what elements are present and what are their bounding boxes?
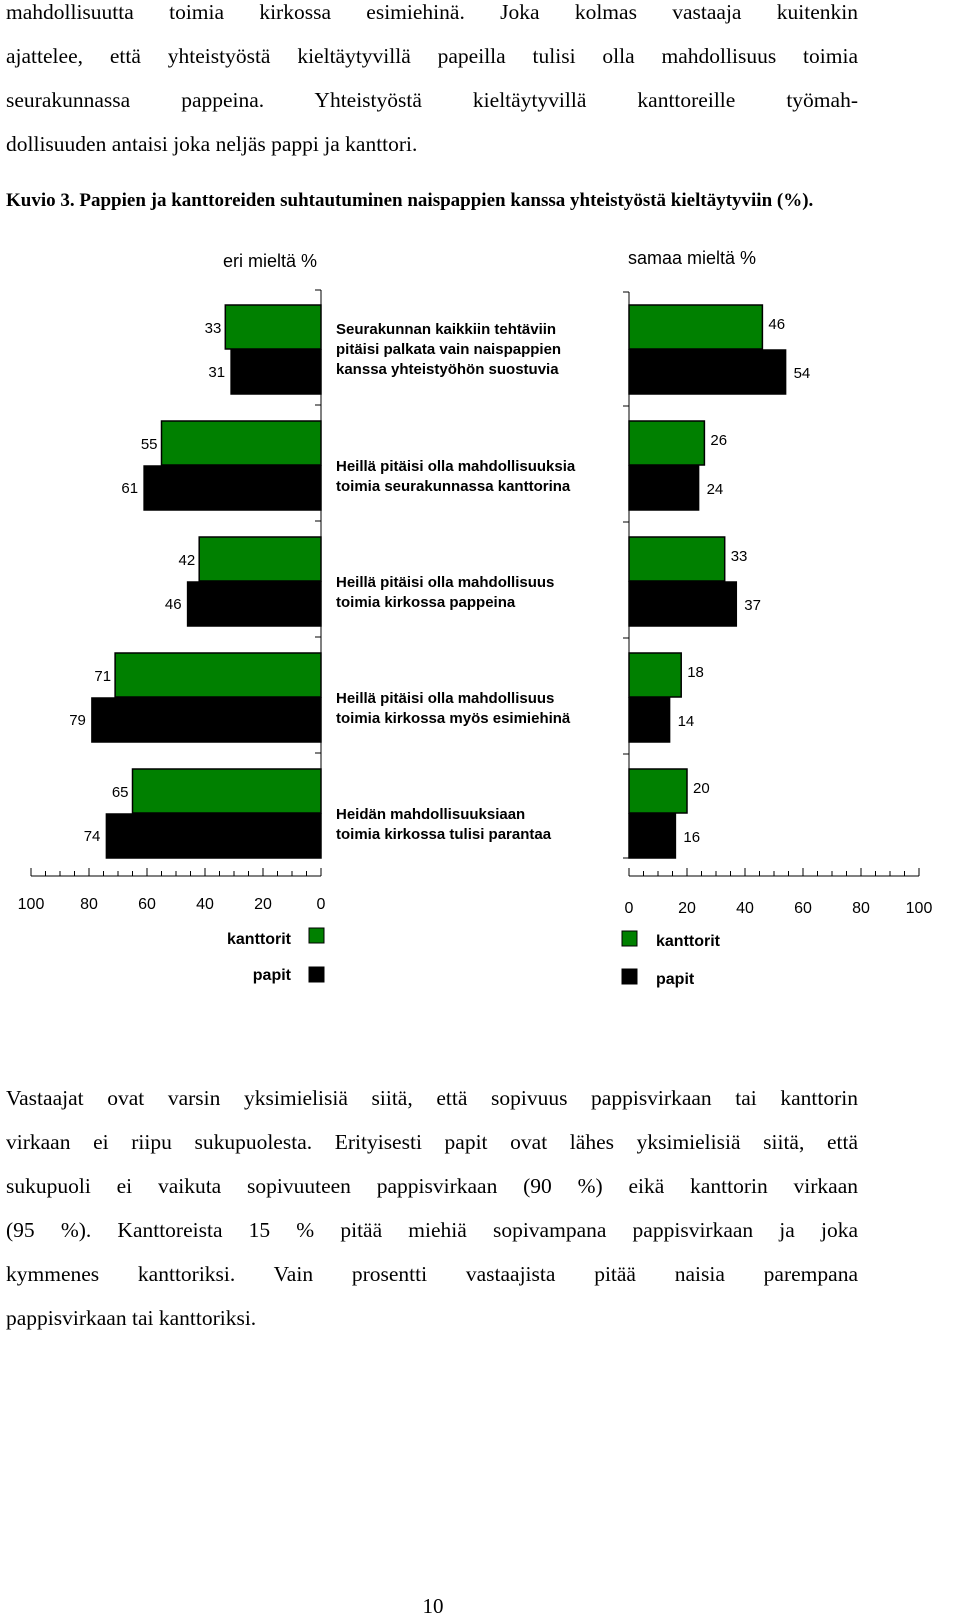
data-label-kanttorit-eri-mielta: 65 bbox=[111, 784, 129, 801]
data-label-kanttorit-samaa-mielta: 46 bbox=[768, 316, 786, 333]
legend-swatch-kanttorit bbox=[622, 931, 637, 946]
right-axis-tick-label: 80 bbox=[852, 900, 870, 917]
legend-swatch-papit bbox=[622, 969, 637, 984]
bar-papit-samaa-mielta bbox=[629, 698, 670, 742]
bar-kanttorit-samaa-mielta bbox=[629, 305, 762, 349]
legend-label-papit: papit bbox=[252, 967, 291, 984]
left-axis-tick-label: 0 bbox=[316, 896, 326, 913]
panel-heading-eri-mielta: eri mieltä % bbox=[222, 251, 318, 271]
data-label-kanttorit-eri-mielta: 33 bbox=[204, 320, 222, 337]
data-label-papit-eri-mielta: 46 bbox=[164, 596, 182, 613]
left-axis-tick-label: 20 bbox=[254, 896, 272, 913]
paragraph-line: Vastaajat ovat varsin yksimielisiä siitä, että sopivuus pappisvirkaan tai kanttorin bbox=[6, 1086, 858, 1110]
figure-chart bbox=[0, 240, 960, 1000]
left-axis-tick-label: 100 bbox=[17, 896, 45, 913]
bar-papit-samaa-mielta bbox=[629, 466, 699, 510]
category-label: pitäisi palkata vain naispappien bbox=[336, 341, 562, 358]
paragraph-line: sukupuoli ei vaikuta sopivuuteen pappisvirkaan (90 %) eikä kanttorin virkaan bbox=[6, 1174, 858, 1198]
category-label: toimia kirkossa myös esimiehinä bbox=[336, 710, 571, 727]
left-axis-tick-label: 40 bbox=[196, 896, 214, 913]
right-axis-tick-label: 60 bbox=[794, 900, 812, 917]
paragraph-line: mahdollisuutta toimia kirkossa esimiehinä. Joka kolmas vastaaja kuitenkin bbox=[6, 0, 858, 24]
data-label-kanttorit-eri-mielta: 71 bbox=[94, 668, 112, 685]
category-label: Seurakunnan kaikkiin tehtäviin bbox=[336, 321, 557, 338]
paragraph-line: kymmenes kanttoriksi. Vain prosentti vastaajista pitää naisia parempana bbox=[6, 1262, 858, 1286]
paragraph-line: pappisvirkaan tai kanttoriksi. bbox=[6, 1306, 257, 1330]
bar-papit-eri-mielta bbox=[144, 466, 321, 510]
data-label-kanttorit-eri-mielta: 55 bbox=[140, 436, 158, 453]
data-label-papit-samaa-mielta: 16 bbox=[683, 829, 701, 846]
bar-papit-samaa-mielta bbox=[629, 350, 786, 394]
data-label-kanttorit-samaa-mielta: 20 bbox=[693, 780, 710, 797]
bar-kanttorit-samaa-mielta bbox=[629, 421, 704, 465]
bar-kanttorit-samaa-mielta bbox=[629, 653, 681, 697]
paragraph-line: dollisuuden antaisi joka neljäs pappi ja kanttori. bbox=[6, 132, 418, 156]
paragraph-line: ajattelee, että yhteistyöstä kieltäytyvillä papeilla tulisi olla mahdollisuus toimia bbox=[6, 44, 858, 68]
category-label: toimia kirkossa pappeina bbox=[336, 594, 516, 611]
data-label-papit-samaa-mielta: 14 bbox=[677, 713, 695, 730]
right-axis-tick-label: 20 bbox=[678, 900, 696, 917]
bar-kanttorit-eri-mielta bbox=[225, 305, 321, 349]
paragraph-line: virkaan ei riipu sukupuolesta. Erityisesti papit ovat lähes yksimielisiä siitä, että bbox=[6, 1130, 858, 1154]
category-label: toimia kirkossa tulisi parantaa bbox=[336, 826, 552, 843]
bar-papit-eri-mielta bbox=[106, 814, 321, 858]
page-number: 10 bbox=[422, 1594, 444, 1618]
data-label-papit-samaa-mielta: 54 bbox=[793, 365, 811, 382]
data-label-kanttorit-samaa-mielta: 33 bbox=[730, 548, 748, 565]
bar-kanttorit-eri-mielta bbox=[133, 769, 322, 813]
bar-papit-eri-mielta bbox=[231, 350, 321, 394]
left-axis-tick-label: 80 bbox=[80, 896, 98, 913]
data-label-papit-eri-mielta: 61 bbox=[121, 480, 139, 497]
category-label: toimia seurakunnassa kanttorina bbox=[336, 478, 571, 495]
legend-swatch-papit bbox=[309, 967, 324, 982]
paragraph-line: seurakunnassa pappeina. Yhteistyöstä kieltäytyvillä kanttoreille työmah- bbox=[6, 88, 858, 112]
paragraph-line: (95 %). Kanttoreista 15 % pitää miehiä sopivampana pappisvirkaan ja joka bbox=[6, 1218, 858, 1242]
category-label: kanssa yhteistyöhön suostuvia bbox=[336, 361, 559, 378]
bar-kanttorit-eri-mielta bbox=[162, 421, 322, 465]
right-axis-tick-label: 100 bbox=[905, 900, 933, 917]
legend-label-papit: papit bbox=[656, 971, 695, 988]
bar-kanttorit-samaa-mielta bbox=[629, 537, 725, 581]
data-label-papit-eri-mielta: 74 bbox=[83, 828, 101, 845]
legend-swatch-kanttorit bbox=[309, 928, 324, 943]
category-label: Heillä pitäisi olla mahdollisuuksia bbox=[336, 458, 576, 475]
data-label-kanttorit-samaa-mielta: 18 bbox=[687, 664, 704, 681]
data-label-papit-eri-mielta: 31 bbox=[208, 364, 226, 381]
right-axis-tick-label: 0 bbox=[624, 900, 634, 917]
data-label-papit-samaa-mielta: 37 bbox=[744, 597, 761, 614]
category-label: Heidän mahdollisuuksiaan bbox=[336, 806, 526, 823]
right-axis-tick-label: 40 bbox=[736, 900, 754, 917]
left-axis-tick-label: 60 bbox=[138, 896, 156, 913]
bar-papit-eri-mielta bbox=[92, 698, 321, 742]
data-label-papit-eri-mielta: 79 bbox=[69, 712, 86, 729]
bar-kanttorit-eri-mielta bbox=[115, 653, 321, 697]
panel-heading-samaa-mielta: samaa mieltä % bbox=[627, 248, 757, 268]
bar-kanttorit-samaa-mielta bbox=[629, 769, 687, 813]
legend-label-kanttorit: kanttorit bbox=[227, 931, 291, 948]
bar-papit-samaa-mielta bbox=[629, 814, 675, 858]
bar-kanttorit-eri-mielta bbox=[199, 537, 321, 581]
data-label-kanttorit-eri-mielta: 42 bbox=[178, 552, 196, 569]
category-label: Heillä pitäisi olla mahdollisuus bbox=[336, 690, 555, 707]
bar-papit-eri-mielta bbox=[188, 582, 321, 626]
figure-caption: Kuvio 3. Pappien ja kanttoreiden suhtautuminen naispappien kanssa yhteistyöstä kieltäytyviin (%). bbox=[6, 190, 814, 211]
data-label-papit-samaa-mielta: 24 bbox=[706, 481, 724, 498]
category-label: Heillä pitäisi olla mahdollisuus bbox=[336, 574, 555, 591]
bar-papit-samaa-mielta bbox=[629, 582, 736, 626]
data-label-kanttorit-samaa-mielta: 26 bbox=[710, 432, 728, 449]
legend-label-kanttorit: kanttorit bbox=[656, 933, 720, 950]
